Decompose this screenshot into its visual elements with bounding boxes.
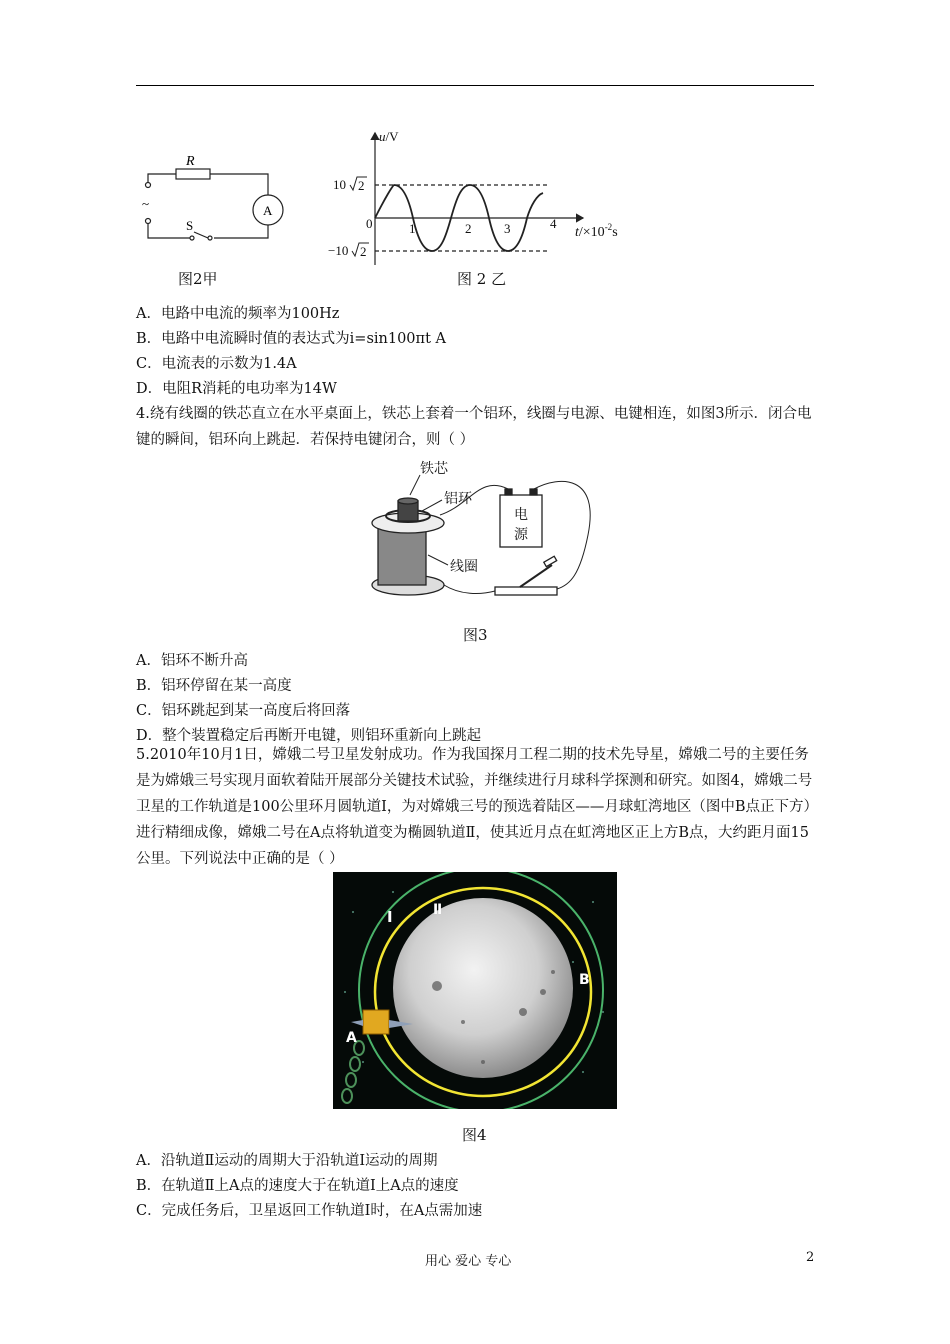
figure-4-caption: 图4 [462,1126,487,1144]
y-tick-negative: −10 [328,243,349,258]
q4-option-b: B．铝环停留在某一高度 [136,678,292,694]
switch-base [495,587,557,595]
figure-3-apparatus [360,455,600,605]
y-tick-negative-radicand: 2 [360,244,367,259]
q5-stem: 5.2010年10月1日，嫦娥二号卫星发射成功。作为我国探月工程二期的技术先导星，嫦娥二号的主要任务是为嫦娥三号实现月面软着陆开展部分关键技术试验，并继续进行月球科学探测和研究。如图4，嫦娥二号卫星的工作轨道是100公里环月圆轨道Ⅰ，为对嫦娥三号的预选着陆区——月球虹湾地区（图中B点正下方）进行精细成像，嫦娥二号在A点将轨道变为椭圆轨道Ⅱ，使其近月点在虹湾地区正上方B点，大约距月面15公里。下列说法中正确的是（ ） [136,747,813,867]
label-point-b: B [579,972,590,988]
q5-option-a: A．沿轨道Ⅱ运动的周期大于沿轨道Ⅰ运动的周期 [136,1153,438,1169]
figure-2a-circuit [136,150,296,250]
q4-option-d: D．整个装置稳定后再断开电键，则铝环重新向上跳起 [136,728,482,744]
moon [393,898,573,1078]
y-axis-label: u/V [379,129,399,144]
label-coil: 线圈 [450,559,478,575]
x-axis-label: $t/\times 10^{-2}s$ [575,222,618,240]
label-point-a: A [346,1030,357,1046]
figure-2b-caption: 图 2 乙 [457,270,507,288]
switch-label: S [186,218,194,233]
label-aluminum-ring: 铝环 [444,491,472,507]
x-tick-0: 0 [366,216,373,231]
figure-3-caption: 图3 [463,626,488,644]
q3-option-b: B．电路中电流瞬时值的表达式为i=sin100πt A [136,331,446,347]
q3-option-c: C．电流表的示数为1.4A [136,356,297,372]
x-tick-1: 1 [409,221,416,236]
label-orbit-1: Ⅰ [387,908,393,926]
ammeter-label: A [263,203,273,218]
page-number: 2 [806,1250,815,1265]
header-rule [136,85,814,86]
label-orbit-2: Ⅱ [433,902,443,918]
label-power-2: 源 [514,527,528,543]
y-tick-positive-radicand: 2 [358,178,365,193]
y-tick-positive: 10 [333,177,346,192]
q4-option-a: A．铝环不断升高 [136,653,248,669]
q5-option-c: C．完成任务后，卫星返回工作轨道Ⅰ时，在A点需加速 [136,1203,483,1219]
label-power-1: 电 [514,507,528,523]
q5-option-b: B．在轨道Ⅱ上A点的速度大于在轨道Ⅰ上A点的速度 [136,1178,459,1194]
x-tick-3: 3 [504,221,511,236]
label-iron-core: 铁芯 [420,461,448,477]
figure-2a-caption: 图2甲 [178,270,218,288]
q4-option-c: C．铝环跳起到某一高度后将回落 [136,703,351,719]
x-tick-4: 4 [550,216,557,231]
resistor-symbol [176,169,210,179]
figure-4-moon-orbits [333,872,617,1109]
footer-text: 用心 爱心 专心 [425,1254,512,1269]
resistor-label: R [186,154,195,169]
ac-source-symbol: ~ [142,196,150,211]
q3-option-d: D．电阻R消耗的电功率为14W [136,381,337,397]
figure-2b-graph [325,125,655,275]
x-tick-2: 2 [465,221,472,236]
q4-stem: 4.绕有线圈的铁芯直立在水平桌面上，铁芯上套着一个铝环，线圈与电源、电键相连，如图3所示．闭合电键的瞬间，铝环向上跳起．若保持电键闭合，则（ ） [136,406,812,448]
q3-option-a: A．电路中电流的频率为100Hz [136,306,340,322]
